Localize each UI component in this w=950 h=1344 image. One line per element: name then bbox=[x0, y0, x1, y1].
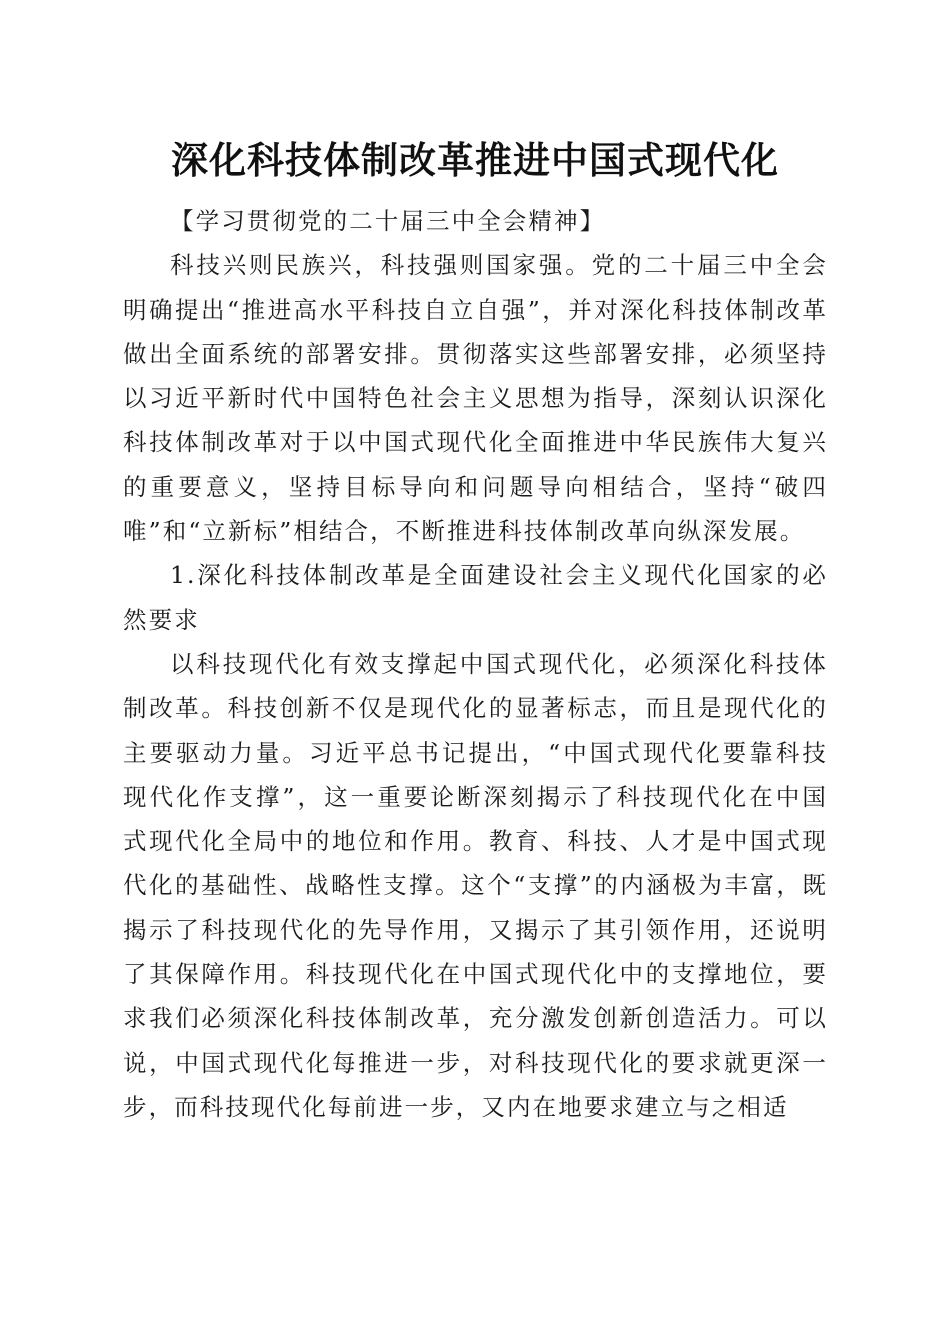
section-label: 【学习贯彻党的二十届三中全会精神】 bbox=[170, 207, 606, 235]
body-paragraph: 以科技现代化有效支撑起中国式现代化，必须深化科技体制改革。科技创新不仅是现代化的显著标志，而且是现代化的主要驱动力量。习近平总书记提出，“中国式现代化要靠科技现代化作支撑”，这一重要论断深刻揭示了科技现代化在中国式现代化全局中的地位和作用。教育、科技、人才是中国式现代化的基础性、战略性支撑。这个“支撑”的内涵极为丰富，既揭示了科技现代化的先导作用，又揭示了其引领作用，还说明了其保障作用。科技现代化在中国式现代化中的支撑地位，要求我们必须深化科技体制改革，充分激发创新创造活力。可以说，中国式现代化每推进一步，对科技现代化的要求就更深一步，而科技现代化每前进一步，又内在地要求建立与之相适 bbox=[123, 649, 828, 1121]
section-heading-1: 1.深化科技体制改革是全面建设社会主义现代化国家的必然要求 bbox=[123, 561, 828, 634]
document-title: 深化科技体制改革推进中国式现代化 bbox=[171, 138, 779, 182]
document-body bbox=[123, 199, 828, 1129]
intro-paragraph: 科技兴则民族兴，科技强则国家强。党的二十届三中全会明确提出“推进高水平科技自立自强”，并对深化科技体制改革做出全面系统的部署安排。贯彻落实这些部署安排，必须坚持以习近平新时代中国特色社会主义思想为指导，深刻认识深化科技体制改革对于以中国式现代化全面推进中华民族伟大复兴的重要意义，坚持目标导向和问题导向相结合，坚持“破四唯”和“立新标”相结合，不断推进科技体制改革向纵深发展。 bbox=[123, 251, 828, 546]
